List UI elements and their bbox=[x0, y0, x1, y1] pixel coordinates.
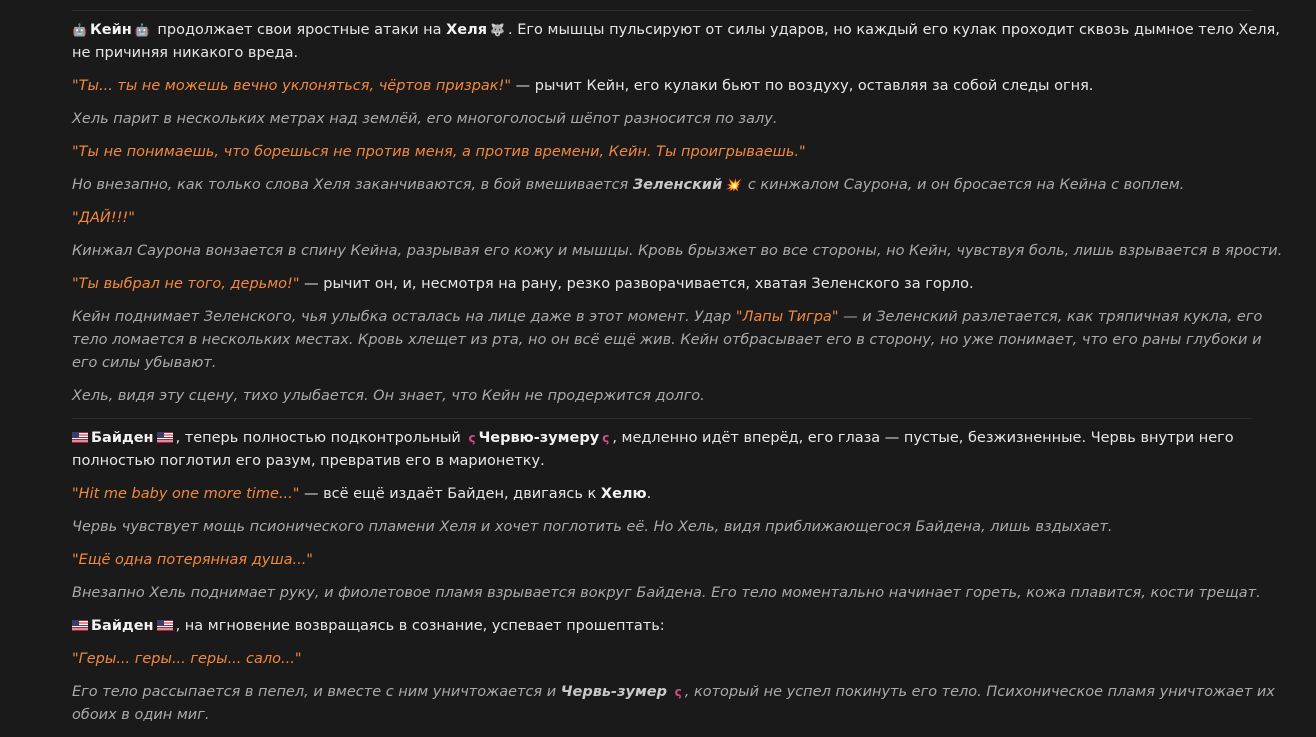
message-paragraph bbox=[72, 483, 1287, 506]
message-paragraph bbox=[72, 615, 1287, 638]
speech-quote: "Ты... ты не можешь вечно уклоняться, чёртов призрак!" bbox=[72, 78, 512, 94]
narration: Хель парит в нескольких метрах над землёй, его многоголосый шёпот разносится по залу. bbox=[72, 111, 778, 127]
message-block-1 bbox=[72, 11, 1287, 408]
worm-icon bbox=[468, 427, 475, 450]
message-paragraph bbox=[72, 427, 1287, 473]
character-name: Хеля bbox=[446, 22, 488, 38]
text-fragment: . bbox=[646, 486, 652, 502]
speech-quote: "Ещё одна потерянная душа..." bbox=[72, 552, 313, 568]
us-flag-icon bbox=[157, 432, 173, 443]
message-paragraph bbox=[72, 19, 1287, 65]
speech-quote: "Ты не понимаешь, что борешься не против меня, а против времени, Кейн. Ты проигрываешь." bbox=[72, 144, 806, 160]
explosion-icon bbox=[725, 174, 740, 197]
text-fragment: Но внезапно, как только слова Хеля заканчиваются, в бой вмешивается bbox=[72, 177, 629, 193]
narration: Кинжал Саурона вонзается в спину Кейна, разрывая его кожу и мышцы. Кровь брызжет во все стороны, но Кейн, чувствуя боль, лишь взрывается в ярости. bbox=[72, 243, 1283, 259]
character-name: Зеленский bbox=[632, 177, 723, 193]
text-fragment: Кейн поднимает Зеленского, чья улыбка осталась на лице даже в этот момент. Удар bbox=[72, 309, 736, 325]
text-fragment: , на мгновение возвращаясь в сознание, успевает прошептать: bbox=[175, 618, 665, 634]
speech-quote: "Лапы Тигра" bbox=[735, 309, 839, 325]
narration: Червь чувствует мощь псионического пламени Хеля и хочет поглотить её. Но Хель, видя приближающегося Байдена, лишь вздыхает. bbox=[72, 519, 1113, 535]
worm-icon bbox=[602, 427, 609, 450]
character-name: Червю-зумеру bbox=[478, 430, 600, 446]
text-fragment: , медленно идёт вперёд, его глаза — пустые, безжизненные. Червь внутри него полностью поглотил его разум, превратив его в марионетку. bbox=[72, 430, 1234, 469]
text-fragment: . Его мышцы пульсируют от силы ударов, но каждый его кулак проходит сквозь дымное тело Хеля, не причиняя никакого вреда. bbox=[72, 22, 1280, 61]
text-fragment: , теперь полностью подконтрольный bbox=[175, 430, 461, 446]
text-fragment: — и Зеленский разлетается, как тряпичная кукла, его тело ломается в нескольких местах. Кровь хлещет из рта, но он всё ещё жив. Кейн отбрасывает его в сторону, но уже понимает, что его раны глубоки и его силы убывают. bbox=[72, 309, 1263, 371]
speech-quote: "Hit me baby one more time..." bbox=[72, 486, 300, 502]
text-fragment: — рычит он, и, несмотря на рану, резко разворачивается, хватая Зеленского за горло. bbox=[299, 276, 974, 292]
chat-log bbox=[72, 0, 1287, 737]
text-fragment: , который не успел покинуть его тело. Психоническое пламя уничтожает их обоих в один миг. bbox=[72, 684, 1275, 723]
narration bbox=[72, 306, 1287, 375]
us-flag-icon bbox=[72, 620, 88, 631]
narration: Внезапно Хель поднимает руку, и фиолетовое пламя взрывается вокруг Байдена. Его тело моментально начинает гореть, кожа плавится, кости трещат. bbox=[72, 585, 1261, 601]
text-fragment: — рычит Кейн, его кулаки бьют по воздуху, оставляя за собой следы огня. bbox=[511, 78, 1094, 94]
us-flag-icon bbox=[157, 620, 173, 631]
character-name: Байден bbox=[91, 430, 154, 446]
message-paragraph bbox=[72, 75, 1287, 98]
speech-quote: "Ты выбрал не того, дерьмо!" bbox=[72, 276, 300, 292]
narration bbox=[72, 174, 1287, 197]
character-name: Байден bbox=[91, 618, 154, 634]
speech-quote: "Геры... геры... геры... сало..." bbox=[72, 651, 302, 667]
message-paragraph bbox=[72, 273, 1287, 296]
speech-quote: "ДАЙ!!!" bbox=[72, 210, 135, 226]
text-fragment: Его тело рассыпается в пепел, и вместе с ним уничтожается и bbox=[72, 684, 561, 700]
narration: Хель, видя эту сцену, тихо улыбается. Он знает, что Кейн не продержится долго. bbox=[72, 388, 705, 404]
message-divider bbox=[72, 418, 1252, 419]
character-name: Червь-зумер bbox=[560, 684, 668, 700]
robot-icon bbox=[135, 19, 150, 42]
text-fragment: с кинжалом Саурона, и он бросается на Кейна с воплем. bbox=[747, 177, 1185, 193]
worm-icon bbox=[675, 681, 682, 704]
message-block-2 bbox=[72, 427, 1287, 727]
robot-icon bbox=[72, 19, 87, 42]
text-fragment: продолжает свои яростные атаки на bbox=[157, 22, 442, 38]
narration bbox=[72, 681, 1287, 727]
character-name: Хелю bbox=[600, 486, 647, 502]
us-flag-icon bbox=[72, 432, 88, 443]
wolf-icon bbox=[490, 19, 505, 42]
text-fragment: — всё ещё издаёт Байден, двигаясь к bbox=[299, 486, 601, 502]
character-name: Кейн bbox=[89, 22, 132, 38]
